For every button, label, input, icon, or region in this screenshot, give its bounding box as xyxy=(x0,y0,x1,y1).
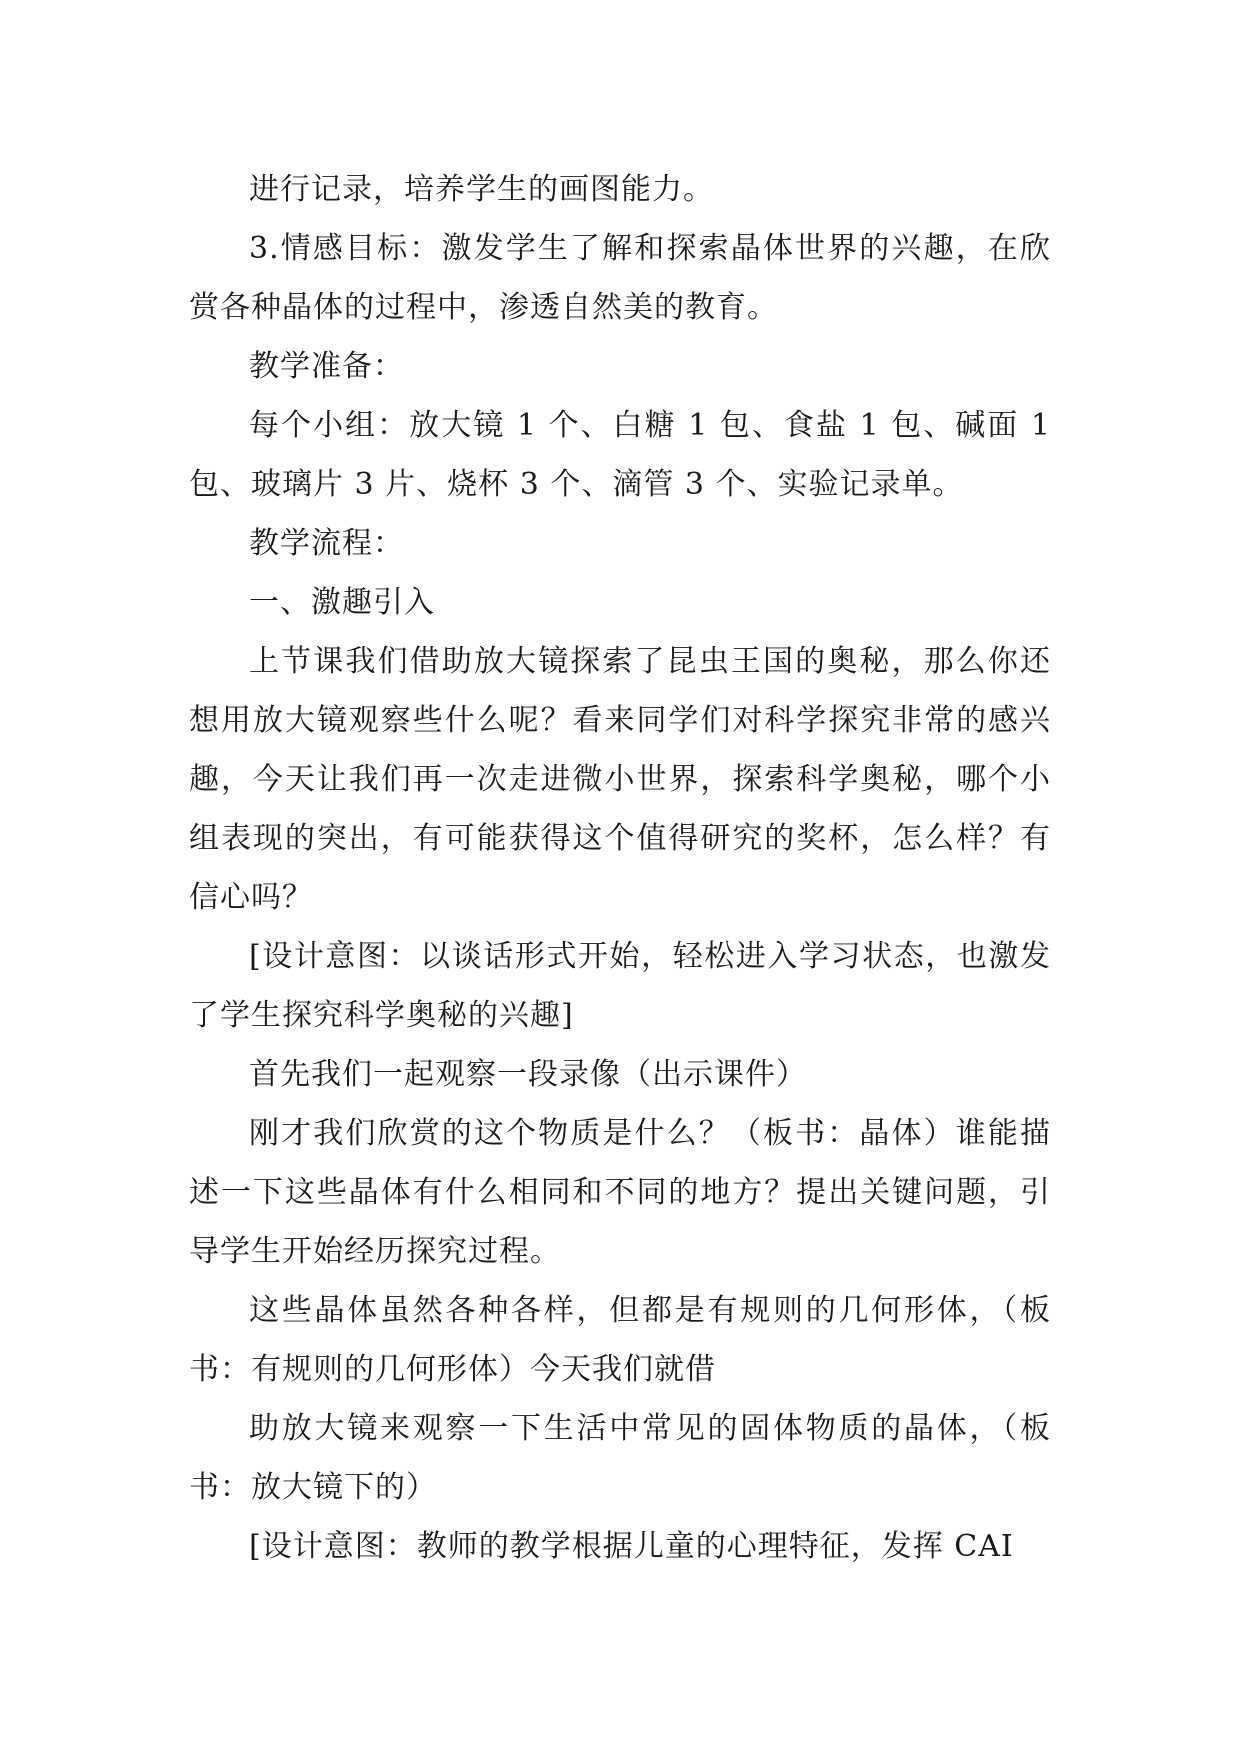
paragraph: 刚才我们欣赏的这个物质是什么？（板书：晶体）谁能描述一下这些晶体有什么相同和不同的地方？提出关键问题，引导学生开始经历探究过程。 xyxy=(189,1116,1051,1269)
section-heading: 一、激趣引入 xyxy=(249,585,435,620)
design-intent-note: [设计意图：教师的教学根据儿童的心理特征，发挥 CAI xyxy=(249,1529,1014,1564)
paragraph: 进行记录，培养学生的画图能力。 xyxy=(249,172,714,207)
paragraph: 教学流程： xyxy=(249,526,404,561)
paragraph: 3.情感目标：激发学生了解和探索晶体世界的兴趣，在欣赏各种晶体的过程中，渗透自然美的教育。 xyxy=(189,231,1051,325)
paragraph: 这些晶体虽然各种各样，但都是有规则的几何形体，（板书：有规则的几何形体）今天我们就借 xyxy=(189,1293,1051,1387)
paragraph: 助放大镜来观察一下生活中常见的固体物质的晶体，（板书：放大镜下的） xyxy=(189,1411,1051,1505)
design-intent-note: [设计意图：以谈话形式开始，轻松进入学习状态，也激发了学生探究科学奥秘的兴趣] xyxy=(189,939,1051,1033)
paragraph: 教学准备： xyxy=(249,349,404,384)
document-body xyxy=(189,160,1051,1576)
paragraph: 首先我们一起观察一段录像（出示课件） xyxy=(249,1057,807,1092)
paragraph: 上节课我们借助放大镜探索了昆虫王国的奥秘，那么你还想用放大镜观察些什么呢？看来同学们对科学探究非常的感兴趣，今天让我们再一次走进微小世界，探索科学奥秘，哪个小组表现的突出，有可能获得这个值得研究的奖杯，怎么样？有信心吗？ xyxy=(189,644,1051,915)
paragraph: 每个小组：放大镜 1 个、白糖 1 包、食盐 1 包、碱面 1 包、玻璃片 3 片、烧杯 3 个、滴管 3 个、实验记录单。 xyxy=(189,408,1051,502)
